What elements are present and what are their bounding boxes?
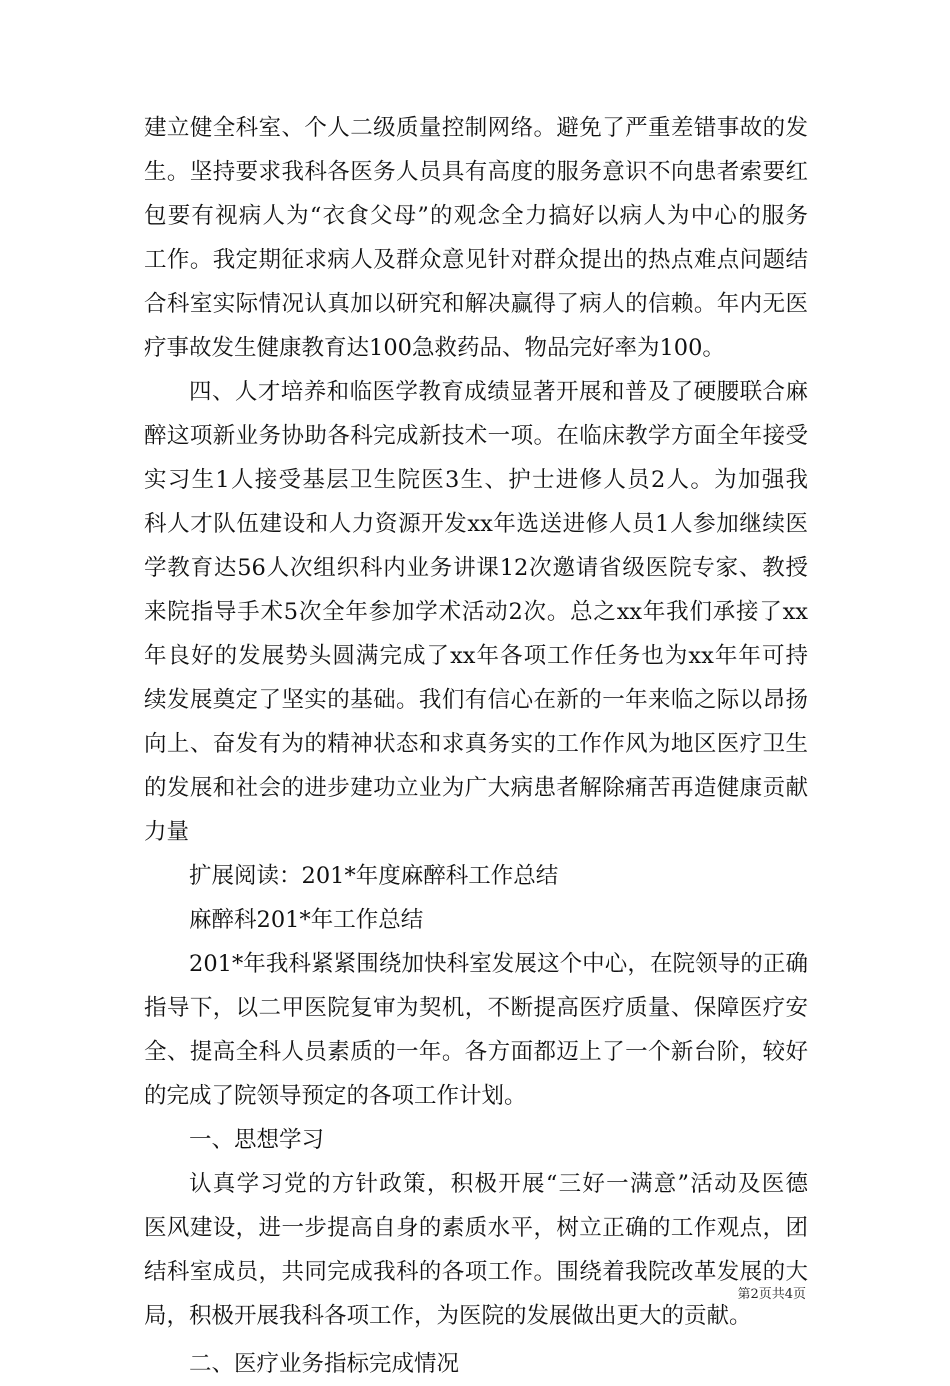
body-line: 实习生1人接受基层卫生院医3生、护士进修人员2人。为加强我 <box>144 467 808 493</box>
body-line: 医风建设，进一步提高自身的素质水平，树立正确的工作观点，团 <box>144 1215 808 1241</box>
body-line: 科人才队伍建设和人力资源开发xx年选送进修人员1人参加继续医 <box>144 511 808 537</box>
body-line: 来院指导手术5次全年参加学术活动2次。总之xx年我们承接了xx <box>144 599 808 625</box>
body-line: 力量 <box>144 819 190 845</box>
section-heading-two: 二、医疗业务指标完成情况 <box>189 1351 460 1377</box>
body-line: 生。坚持要求我科各医务人员具有高度的服务意识不向患者索要红 <box>144 159 808 185</box>
body-line: 的发展和社会的进步建功立业为广大病患者解除痛苦再造健康贡献 <box>144 775 808 801</box>
body-line: 续发展奠定了坚实的基础。我们有信心在新的一年来临之际以昂扬 <box>144 687 808 713</box>
body-line: 的完成了院领导预定的各项工作计划。 <box>144 1083 527 1109</box>
body-line: 建立健全科室、个人二级质量控制网络。避免了严重差错事故的发 <box>144 115 808 141</box>
body-line: 指导下，以二甲医院复审为契机，不断提高医疗质量、保障医疗安 <box>144 995 808 1021</box>
body-line: 疗事故发生健康教育达100急救药品、物品完好率为100。 <box>144 335 725 361</box>
body-line: 认真学习党的方针政策，积极开展“三好一满意”活动及医德 <box>189 1171 808 1197</box>
body-line: 局，积极开展我科各项工作，为医院的发展做出更大的贡献。 <box>144 1303 752 1329</box>
document-body <box>144 106 808 1386</box>
body-line: 包要有视病人为“衣食父母”的观念全力搞好以病人为中心的服务 <box>144 203 808 229</box>
section-heading-one: 一、思想学习 <box>189 1127 325 1153</box>
body-line: 年良好的发展势头圆满完成了xx年各项工作任务也为xx年年可持 <box>144 643 808 669</box>
body-line: 醉这项新业务协助各科完成新技术一项。在临床教学方面全年接受 <box>144 423 808 449</box>
section-heading-four: 四、人才培养和临医学教育成绩显著开展和普及了硬腰联合麻 <box>189 379 808 405</box>
page-number: 第2页共4页 <box>737 1287 806 1302</box>
body-line: 合科室实际情况认真加以研究和解决赢得了病人的信赖。年内无医 <box>144 291 808 317</box>
extended-reading-title: 扩展阅读：201*年度麻醉科工作总结 <box>189 863 559 889</box>
summary-title: 麻醉科201*年工作总结 <box>189 907 424 933</box>
body-line: 全、提高全科人员素质的一年。各方面都迈上了一个新台阶，较好 <box>144 1039 808 1065</box>
body-line: 工作。我定期征求病人及群众意见针对群众提出的热点难点问题结 <box>144 247 808 273</box>
body-line: 201*年我科紧紧围绕加快科室发展这个中心，在院领导的正确 <box>189 951 808 977</box>
body-line: 向上、奋发有为的精神状态和求真务实的工作作风为地区医疗卫生 <box>144 731 808 757</box>
body-line: 结科室成员，共同完成我科的各项工作。围绕着我院改革发展的大 <box>144 1259 808 1285</box>
body-line: 学教育达56人次组织科内业务讲课12次邀请省级医院专家、教授 <box>144 555 808 581</box>
